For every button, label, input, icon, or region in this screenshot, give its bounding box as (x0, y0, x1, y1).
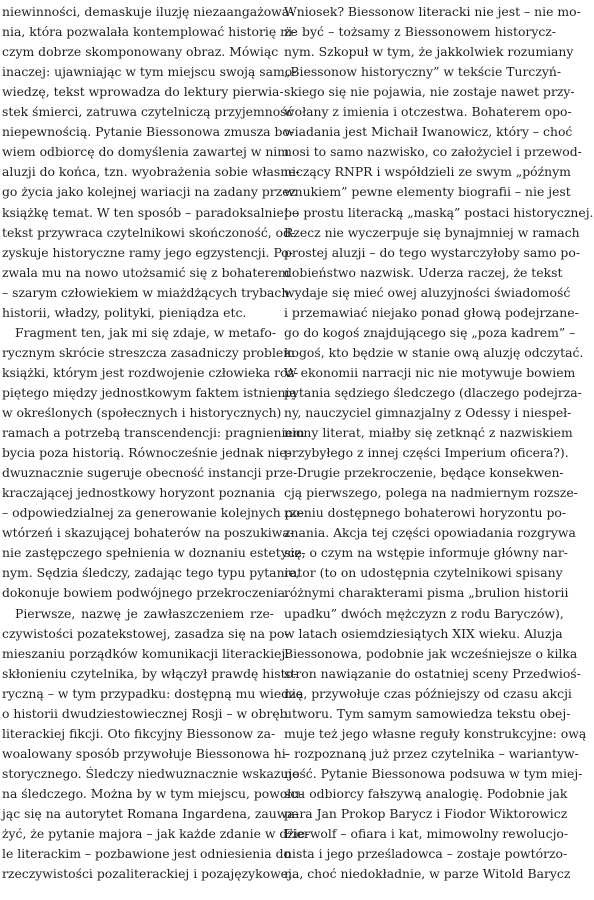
text-line: Pierwsze, nazwę je zawłaszczeniem rze- (15, 605, 274, 621)
text-line: ryczną – w tym przypadku: dostępną mu wiedzę (2, 685, 303, 701)
text-line: stek śmierci, zatruwa czytelniczą przyjemność (2, 104, 294, 120)
text-line: niepewnością. Pytanie Biessonowa zmusza bo- (2, 124, 295, 140)
text-line: Fierwolf – ofiara i kat, mimowolny rewolucjo- (284, 826, 569, 842)
text-line: dobieństwo nazwisk. Uderza raczej, że tekst (284, 264, 563, 280)
text-line: nosi to samo nazwisko, co założyciel i przewod- (284, 144, 582, 160)
text-line: storycznego. Śledczy niedwuznacznie wskazuje (2, 765, 300, 781)
text-line: zyskuje historyczne ramy jego egzystencji. Po- (2, 244, 293, 260)
text-line: książkę temat. W ten sposób – paradoksalnie! – (2, 204, 299, 220)
text-line: aluzji do końca, tzn. wyobrażenia sobie własne- (2, 164, 300, 180)
text-line: niewinności, demaskuje iluzję niezaangażowa- (2, 4, 294, 19)
text-line: ność. Pytanie Biessonowa podsuwa w tym miej- (284, 765, 583, 781)
text-line: w określonych (społecznych i historycznych) (2, 405, 282, 420)
text-line: tekst przywraca czytelnikowi skończoność, od- (2, 224, 296, 240)
text-line: i przemawiać niejako ponad głową podejrzane- (284, 304, 579, 320)
text-line: scu odbiorcy fałszywą analogię. Podobnie jak (284, 785, 568, 801)
text-line: cją pierwszego, polega na nadmiernym rozsze- (284, 485, 578, 501)
text-line: dokonuje bowiem podwójnego przekroczenia. (2, 585, 289, 601)
text-line: upadku” dwóch mężczyzn z rodu Baryczów), (284, 605, 564, 621)
text-line: bycia poza historią. Równocześnie jednak nie- (2, 445, 291, 461)
text-line: różnymi charakterami pisma „brulion historii (284, 585, 569, 601)
text-line: Rzecz nie wyczerpuje się bynajmniej w ramach (284, 224, 580, 240)
text-line: w latach osiemdziesiątych XIX wieku. Aluzja (284, 625, 563, 641)
text-line: stron nawiązanie do ostatniej sceny Przedwioś- (284, 665, 581, 681)
text-line: Drugie przekroczenie, będące konsekwen- (297, 465, 564, 481)
text-line: woalowany sposób przywołuje Biessonowa hi- (2, 745, 290, 761)
text-line: na śledczego. Można by w tym miejscu, powołu- (2, 785, 304, 801)
text-line: się, o czym na wstępie informuje główny nar- (284, 545, 568, 561)
text-line: wołany z imienia i otczestwa. Bohaterem opo- (284, 104, 572, 120)
text-line: rator (to on udostępnia czytelnikowi spisany (284, 565, 563, 581)
text-line: przybyłego z innej części Imperium oficera?). (284, 445, 569, 461)
text-line: para Jan Prokop Barycz i Fiodor Wiktorowicz (284, 806, 568, 821)
text-line: wnukiem” pewne elementy biografii – nie jest (284, 184, 571, 200)
text-line: mieszaniu porządków komunikacji literackiej: (2, 645, 290, 661)
text-line: Biessonowa, podobnie jak wcześniejsze o kilka (284, 645, 578, 661)
text-line: książki, którym jest rozdwojenie człowieka roz- (2, 364, 299, 380)
text-line: „Biessonow historyczny” w tekście Turczyń- (284, 64, 562, 80)
text-line: rzeczywistości pozaliterackiej i pozajęzykowej. (2, 866, 296, 882)
text-line: literackiej fikcji. Oto fikcyjny Biessonow za- (2, 725, 276, 741)
text-line: kogoś, kto będzie w stanie ową aluzję odczytać. (284, 344, 584, 360)
text-line: wiem odbiorcę do domyślenia zawartej w nim (2, 144, 290, 160)
text-line: muje też jego własne reguły konstrukcyjne: ową (284, 725, 587, 741)
text-line: piętego między jednostkowym faktem istnienia (2, 384, 297, 400)
text-line: żyć, że pytanie majora – jak każde zdanie w dzie- (2, 826, 310, 842)
text-line: inaczej: ujawniając w tym miejscu swoją samo- (2, 64, 297, 80)
text-line: że być – tożsamy z Biessonowem historycz- (284, 24, 556, 40)
text-line: wiadania jest Michaił Iwanowicz, który – choć (284, 124, 573, 140)
text-line: nym. Sędzia śledczy, zadając tego typu pytanie, (2, 565, 300, 581)
text-line: nia, przywołuje czas późniejszy od czasu akcji (284, 685, 572, 701)
text-line: kraczającej jednostkowy horyzont poznania (2, 485, 276, 501)
text-line: skiego się nie pojawia, nie zostaje nawet przy- (284, 84, 575, 100)
text-line: nie zastępczego spełnienia w doznaniu estetycz- (2, 545, 306, 561)
text-line: niony literat, miałby się zetknąć z nazwiskiem (284, 425, 573, 441)
text-line: nia, która pozwalała kontemplować historię ni- (2, 24, 297, 40)
text-line: czym dobrze skomponowany obraz. Mówiąc (2, 44, 279, 60)
text-line: prostej aluzji – do tego wystarczyłoby samo po- (284, 244, 581, 260)
text-line: niczący RNPR i współdzieli ze swym „późnym (284, 164, 571, 180)
text-line: dwuznacznie sugeruje obecność instancji prze- (2, 465, 298, 481)
text-line: jąc się na autorytet Romana Ingardena, zauwa- (2, 806, 299, 821)
text-line: zwala mu na nowo utożsamić się z bohaterem (2, 264, 290, 280)
text-line: rzeniu dostępnego bohaterowi horyzontu po- (284, 505, 567, 521)
text-line: le literackim – pozbawione jest odniesienia do (2, 846, 291, 862)
text-line: W ekonomii narracji nic nie motywuje bowiem (284, 364, 576, 380)
text-line: ny, nauczyciel gimnazjalny z Odessy i niespeł- (284, 405, 572, 420)
text-line: znania. Akcja tej części opowiadania rozgrywa (284, 525, 576, 541)
text-line: – odpowiedzialnej za generowanie kolejnych po- (2, 505, 305, 521)
text-line: skłonieniu czytelnika, by włączył prawdę histo- (2, 665, 298, 681)
text-line: rycznym skrócie streszcza zasadniczy problem (2, 344, 295, 360)
text-line: o historii dwudziestowiecznej Rosji – w obręb (2, 705, 288, 721)
text-line: wydaje się mieć owej aluzyjności świadomość (284, 284, 571, 300)
text-line: nista i jego prześladowca – zostaje powtórzo- (284, 846, 568, 862)
text-line: na, choć niedokładnie, w parze Witold Barycz (284, 866, 571, 882)
text-line: utworu. Tym samym samowiedza tekstu obej- (284, 705, 571, 721)
text-line: – rozpoznaną już przez czytelnika – wariantyw- (284, 745, 579, 761)
text-line: po prostu literacką „maską” postaci historycznej. (284, 204, 594, 220)
text-line: go życia jako kolejnej wariacji na zadany przez (2, 184, 297, 200)
right-text-column (284, 0, 594, 900)
text-line: Fragment ten, jak mi się zdaje, w metafo- (15, 324, 277, 340)
text-line: ramach a potrzebą transcendencji: pragnieniem (2, 425, 305, 441)
left-text-column (2, 0, 310, 900)
text-line: Wniosek? Biessonow literacki nie jest – nie mo- (284, 4, 581, 19)
text-line: go do kogoś znajdującego się „poza kadrem” – (284, 324, 576, 340)
text-line: wiedzę, tekst wprowadza do lektury pierwia- (2, 84, 284, 100)
text-line: nym. Szkopuł w tym, że jakkolwiek rozumiany (284, 44, 574, 60)
text-line: czywistości pozatekstowej, zasadza się na po- (2, 625, 289, 641)
text-line: pytania sędziego śledczego (dlaczego podejrza- (284, 384, 582, 400)
text-line: wtórzeń i skazującej bohaterów na poszukiwa- (2, 525, 294, 541)
text-line: historii, władzy, polityki, pieniądza etc. (2, 304, 247, 320)
text-line: – szarym człowiekiem w miażdżących trybach (2, 284, 290, 300)
